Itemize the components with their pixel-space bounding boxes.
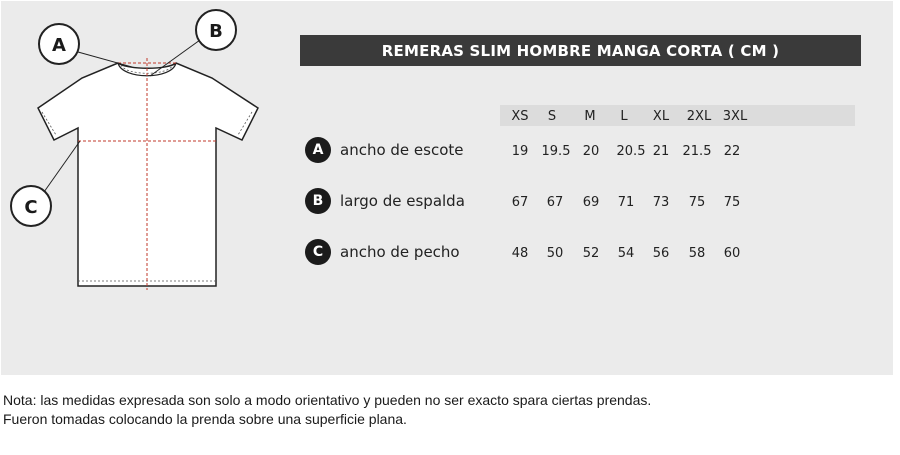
row-b-value-xs: 67 [511,195,529,210]
row-c-badge: C [305,239,331,265]
callout-a-letter: A [52,35,66,56]
disclaimer-line-1: Nota: las medidas expresada son solo a modo orientativo y pueden no ser exacto spara ciertas prendas. [3,392,652,408]
size-header-2xl: 2XL [686,109,712,124]
size-header-xl: XL [652,109,670,124]
disclaimer-note [3,391,651,429]
row-a-value-2xl: 21.5 [682,144,712,159]
row-b-value-l: 71 [617,195,635,210]
row-a-badge: A [305,137,331,163]
size-header-l: L [620,109,628,124]
size-header-3xl: 3XL [722,109,748,124]
row-b-label: largo de espalda [340,192,465,210]
size-chart-title: REMERAS SLIM HOMBRE MANGA CORTA ( CM ) [300,35,861,66]
size-header-m: M [584,109,596,124]
row-c-value-m: 52 [582,246,600,261]
row-b-value-xl: 73 [652,195,670,210]
row-a-value-s: 19.5 [541,144,571,159]
callout-b-letter: B [209,21,223,42]
row-b-value-s: 67 [546,195,564,210]
row-c-value-2xl: 58 [688,246,706,261]
row-a-value-3xl: 22 [723,144,741,159]
row-b-value-m: 69 [582,195,600,210]
row-b-badge: B [305,188,331,214]
size-header-xs: XS [511,109,529,124]
row-c-value-s: 50 [546,246,564,261]
row-c-value-l: 54 [617,246,635,261]
row-b-value-3xl: 75 [723,195,741,210]
disclaimer-line-2: Fueron tomadas colocando la prenda sobre una superficie plana. [3,411,407,427]
size-header-s: S [547,109,557,124]
callout-c-letter: C [24,197,38,218]
row-a-value-xl: 21 [652,144,670,159]
tshirt-diagram [0,0,300,300]
row-c-value-3xl: 60 [723,246,741,261]
tshirt-outline [38,63,258,286]
row-a-value-l: 20.5 [616,144,646,159]
row-a-label: ancho de escote [340,141,464,159]
row-b-value-2xl: 75 [688,195,706,210]
row-c-label: ancho de pecho [340,243,460,261]
row-c-value-xl: 56 [652,246,670,261]
row-a-value-xs: 19 [511,144,529,159]
row-c-value-xs: 48 [511,246,529,261]
row-a-value-m: 20 [582,144,600,159]
